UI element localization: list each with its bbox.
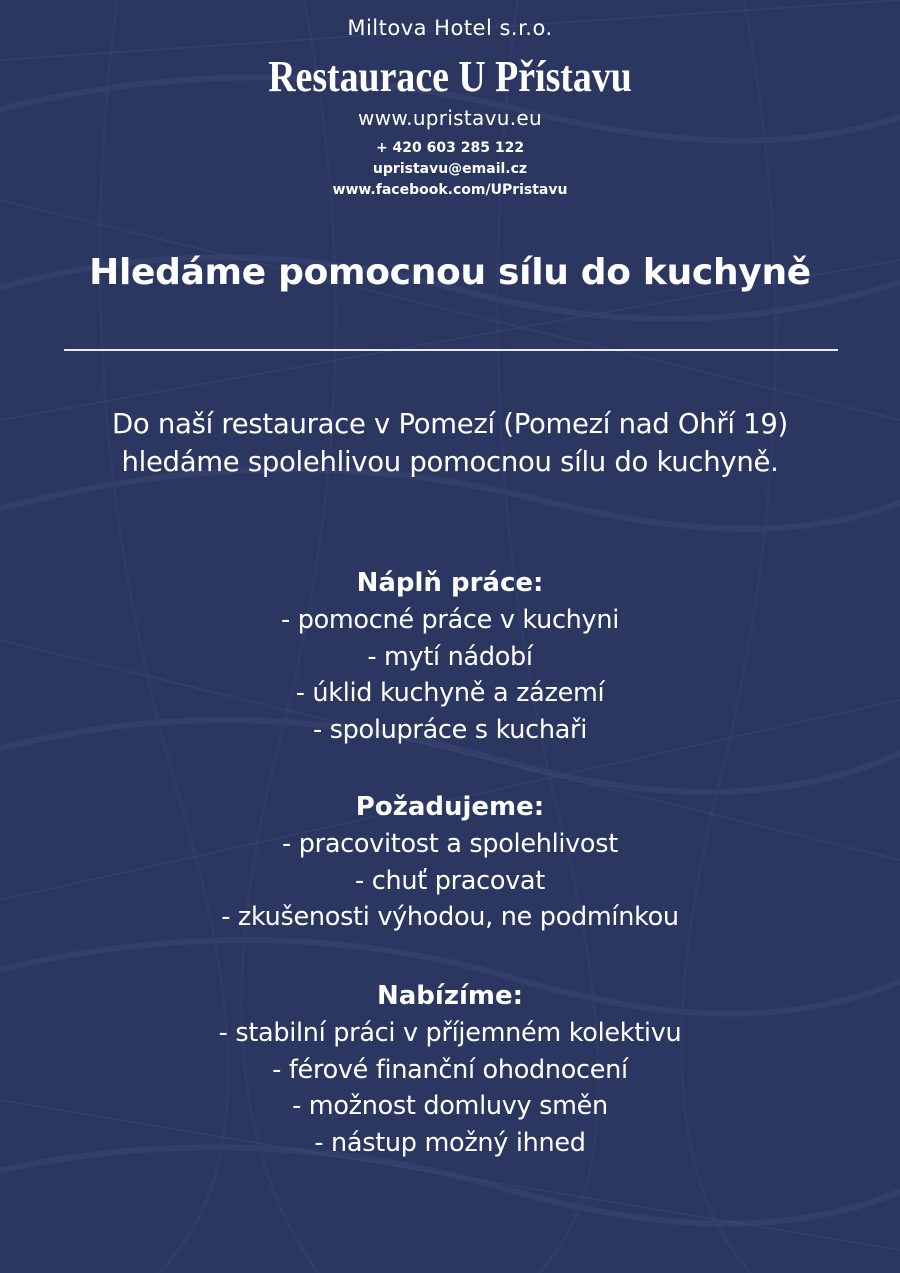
phone-number[interactable]: + 420 603 285 122 [375, 140, 525, 156]
list-item: - nástup možný ihned [314, 1127, 586, 1158]
intro-paragraph [0, 405, 900, 481]
list-item: - možnost domluvy směn [292, 1091, 608, 1121]
email-link[interactable]: upristavu@email.cz [372, 161, 528, 177]
list-item: - úklid kuchyně a zázemí [295, 678, 605, 708]
facebook-link[interactable]: www.facebook.com/UPristavu [332, 182, 568, 198]
divider [64, 349, 838, 351]
page-title: Hledáme pomocnou sílu do kuchyně [89, 252, 811, 293]
intro-line: hledáme spolehlivou pomocnou sílu do kuchyně. [121, 446, 779, 478]
intro-line: Do naší restaurace v Pomezí (Pomezí nad Ohří 19) [112, 408, 788, 440]
list-item: - férové finanční ohodnocení [272, 1054, 628, 1085]
section-title: Požadujeme: [355, 792, 545, 822]
section-offer [0, 977, 900, 1161]
list-item: - pomocné práce v kuchyni [281, 605, 619, 635]
list-item: - chuť pracovat [355, 865, 545, 896]
company-name: Miltova Hotel s.r.o. [347, 16, 553, 40]
section-job-duties [0, 564, 900, 748]
list-item: - spolupráce s kuchaři [312, 714, 588, 745]
restaurant-name: Restaurace U Přístavu [268, 52, 632, 101]
list-item: - stabilní práci v příjemném kolektivu [218, 1018, 682, 1048]
section-title: Nabízíme: [377, 981, 523, 1011]
list-item: - mytí nádobí [367, 641, 533, 672]
section-requirements [0, 788, 900, 936]
list-item: - pracovitost a spolehlivost [282, 829, 618, 859]
section-title: Náplň práce: [356, 568, 544, 598]
website-link[interactable]: www.upristavu.eu [358, 106, 542, 130]
list-item: - zkušenosti výhodou, ne podmínkou [221, 902, 679, 932]
